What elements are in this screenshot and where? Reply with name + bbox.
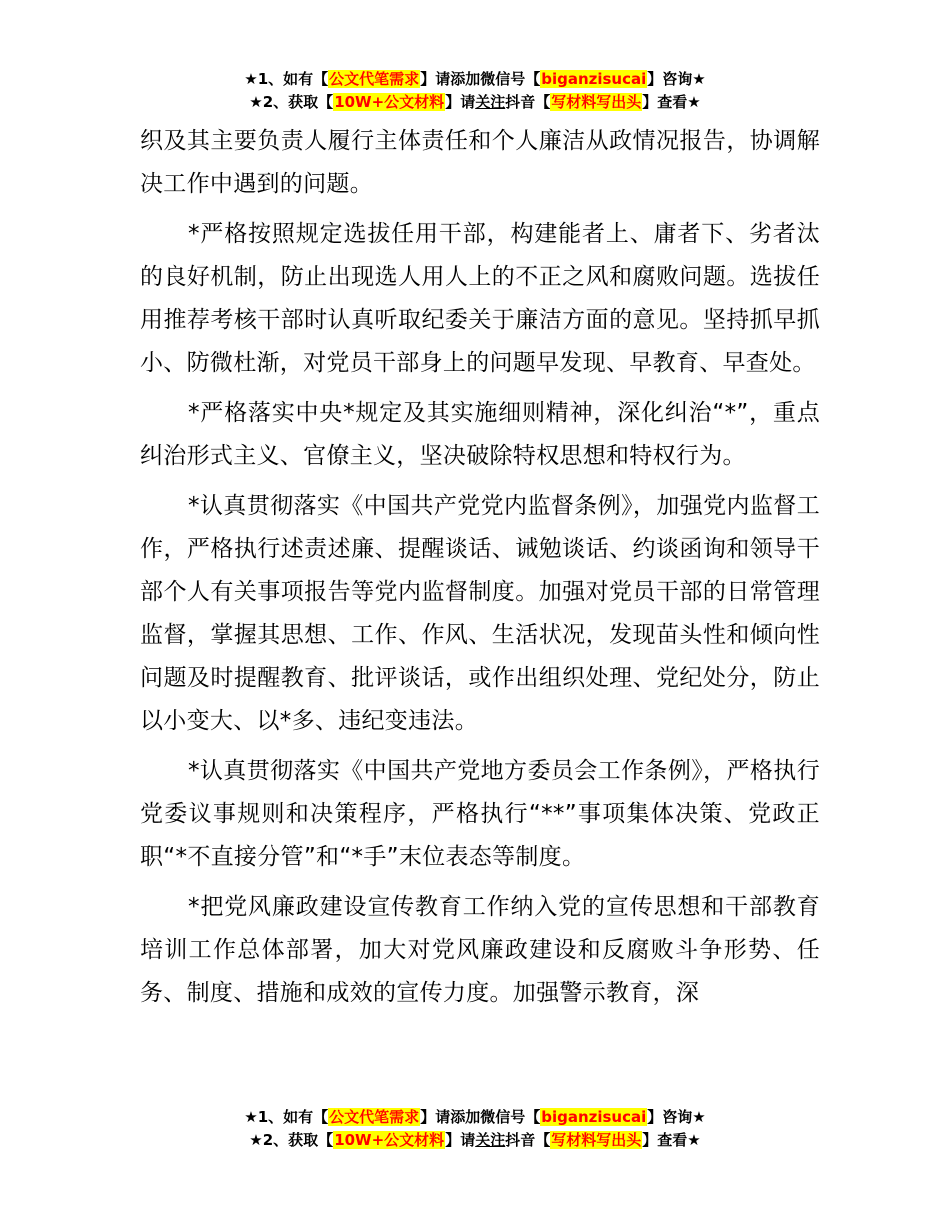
banner-text: 】请 — [445, 93, 476, 111]
banner-highlight: 写材料写出头 — [551, 93, 642, 111]
banner-line-1 — [0, 68, 950, 91]
banner-highlight: 10W+公文材料 — [334, 1131, 445, 1149]
banner-underlined: 关注 — [475, 1131, 506, 1149]
paragraph: *把党风廉政建设宣传教育工作纳入党的宣传思想和干部教育培训工作总体部署，加大对党风廉政建设和反腐败斗争形势、任务、制度、措施和成效的宣传力度。加强警示教育，深 — [140, 894, 820, 1006]
banner-line-2 — [0, 91, 950, 114]
header-banner — [0, 68, 950, 114]
banner-line-1 — [0, 1106, 950, 1129]
banner-highlight: 公文代笔需求 — [329, 1108, 420, 1126]
paragraph: 织及其主要负责人履行主体责任和个人廉洁从政情况报告，协调解决工作中遇到的问题。 — [140, 128, 820, 197]
banner-line-2 — [0, 1129, 950, 1152]
banner-text: ★2、获取【 — [249, 93, 334, 111]
banner-text: 】咨询★ — [647, 1108, 706, 1126]
paragraph: *认真贯彻落实《中国共产党地方委员会工作条例》，严格执行党委议事规则和决策程序，严格执行“**”事项集体决策、党政正职“*不直接分管”和“*手”末位表态等制度。 — [140, 758, 820, 870]
banner-text: 】请添加微信号【 — [420, 70, 541, 88]
banner-text: 抖音【 — [505, 1131, 551, 1149]
banner-text: 】查看★ — [642, 1131, 701, 1149]
banner-text: 】查看★ — [642, 93, 701, 111]
paragraph: *严格落实中央*规定及其实施细则精神，深化纠治“*”，重点纠治形式主义、官僚主义，坚决破除特权思想和特权行为。 — [140, 400, 820, 469]
banner-text: ★1、如有【 — [244, 1108, 329, 1126]
footer-banner — [0, 1106, 950, 1152]
banner-text: 】咨询★ — [647, 70, 706, 88]
banner-highlight: 写材料写出头 — [551, 1131, 642, 1149]
paragraph: *严格按照规定选拔任用干部，构建能者上、庸者下、劣者汰的良好机制，防止出现选人用人上的不正之风和腐败问题。选拔任用推荐考核干部时认真听取纪委关于廉洁方面的意见。坚持抓早抓小、防微杜渐，对党员干部身上的问题早发现、早教育、早查处。 — [140, 221, 820, 376]
banner-text: 】请添加微信号【 — [420, 1108, 541, 1126]
banner-text: ★2、获取【 — [249, 1131, 334, 1149]
banner-text: 抖音【 — [505, 93, 551, 111]
paragraph: *认真贯彻落实《中国共产党党内监督条例》，加强党内监督工作，严格执行述责述廉、提醒谈话、诫勉谈话、约谈函询和领导干部个人有关事项报告等党内监督制度。加强对党员干部的日常管理监督，掌握其思想、工作、作风、生活状况，发现苗头性和倾向性问题及时提醒教育、批评谈话，或作出组织处理、党纪处分，防止以小变大、以*多、违纪变违法。 — [140, 493, 820, 734]
banner-text: 】请 — [445, 1131, 476, 1149]
banner-wechat-id: biganzisucai — [541, 1108, 647, 1126]
banner-wechat-id: biganzisucai — [541, 70, 647, 88]
banner-highlight: 10W+公文材料 — [334, 93, 445, 111]
banner-underlined: 关注 — [475, 93, 506, 111]
document-body — [140, 120, 820, 1022]
banner-text: ★1、如有【 — [244, 70, 329, 88]
banner-highlight: 公文代笔需求 — [329, 70, 420, 88]
